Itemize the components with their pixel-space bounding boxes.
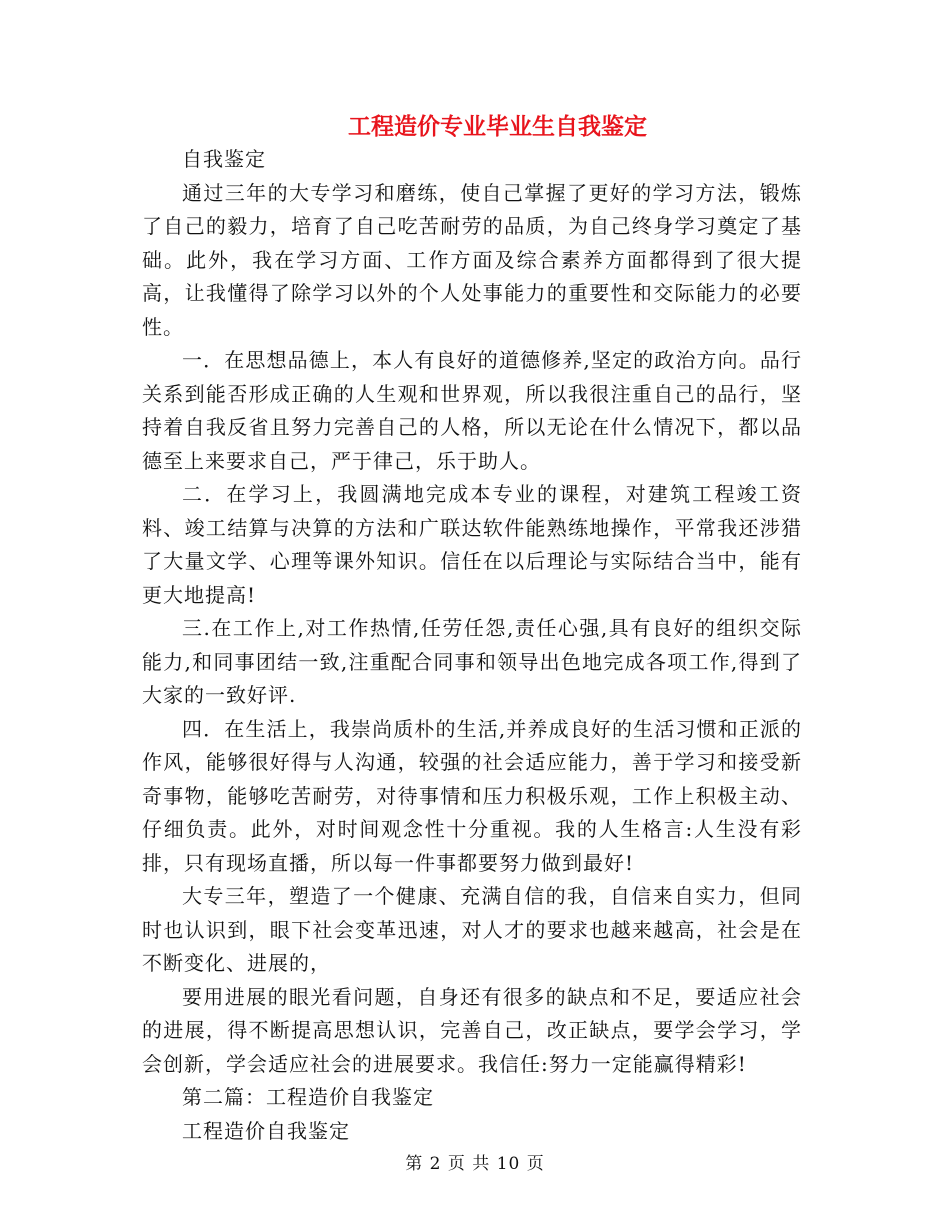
paragraph-intro: 通过三年的大专学习和磨练，使自己掌握了更好的学习方法，锻炼了自己的毅力，培育了自己吃苦耐劳的品质，为自己终身学习奠定了基础。此外，我在学习方面、工作方面及综合素养方面都得到了很大提高，让我懂得了除学习以外的个人处事能力的重要性和交际能力的必要性。: [142, 180, 802, 339]
paragraph-second-article-heading: 第二篇：工程造价自我鉴定: [182, 1085, 434, 1109]
paragraph-study: 二．在学习上，我圆满地完成本专业的课程，对建筑工程竣工资料、竣工结算与决算的方法和广联达软件能熟练地操作，平常我还涉猎了大量文学、心理等课外知识。信任在以后理论与实际结合当中，能有更大地提高!: [142, 482, 802, 607]
paragraph-work: 三.在工作上,对工作热情,任劳任怨,责任心强,具有良好的组织交际能力,和同事团结一致,注重配合同事和领导出色地完成各项工作,得到了大家的一致好评.: [142, 616, 802, 707]
document-title: 工程造价专业毕业生自我鉴定: [348, 114, 647, 140]
paragraph-summary: 大专三年，塑造了一个健康、充满自信的我，自信来自实力，但同时也认识到，眼下社会变革迅速，对人才的要求也越来越高，社会是在不断变化、进展的，: [142, 884, 802, 975]
paragraph-life: 四．在生活上，我崇尚质朴的生活,并养成良好的生活习惯和正派的作风，能够很好得与人沟通，较强的社会适应能力，善于学习和接受新奇事物，能够吃苦耐劳，对待事情和压力积极乐观，工作上积极主动、仔细负责。此外，对时间观念性十分重视。我的人生格言:人生没有彩排，只有现场直播，所以每一件事都要努力做到最好!: [142, 716, 802, 875]
paragraph-moral-character: 一．在思想品德上，本人有良好的道德修养,坚定的政治方向。品行关系到能否形成正确的人生观和世界观，所以我很注重自己的品行，坚持着自我反省且努力完善自己的人格，所以无论在什么情况下，都以品德至上来要求自己，严于律己，乐于助人。: [142, 348, 802, 473]
paragraph-heading-self-assessment: 自我鉴定: [182, 147, 266, 171]
paragraph-second-article-subtitle: 工程造价自我鉴定: [182, 1118, 350, 1143]
document-body: [142, 143, 802, 1148]
page-number-footer: 第 2 页 共 10 页: [405, 1154, 545, 1174]
paragraph-outlook: 要用进展的眼光看问题，自身还有很多的缺点和不足，要适应社会的进展，得不断提高思想认识，完善自己，改正缺点，要学会学习，学会创新，学会适应社会的进展要求。我信任:努力一定能赢得精彩!: [142, 984, 802, 1076]
